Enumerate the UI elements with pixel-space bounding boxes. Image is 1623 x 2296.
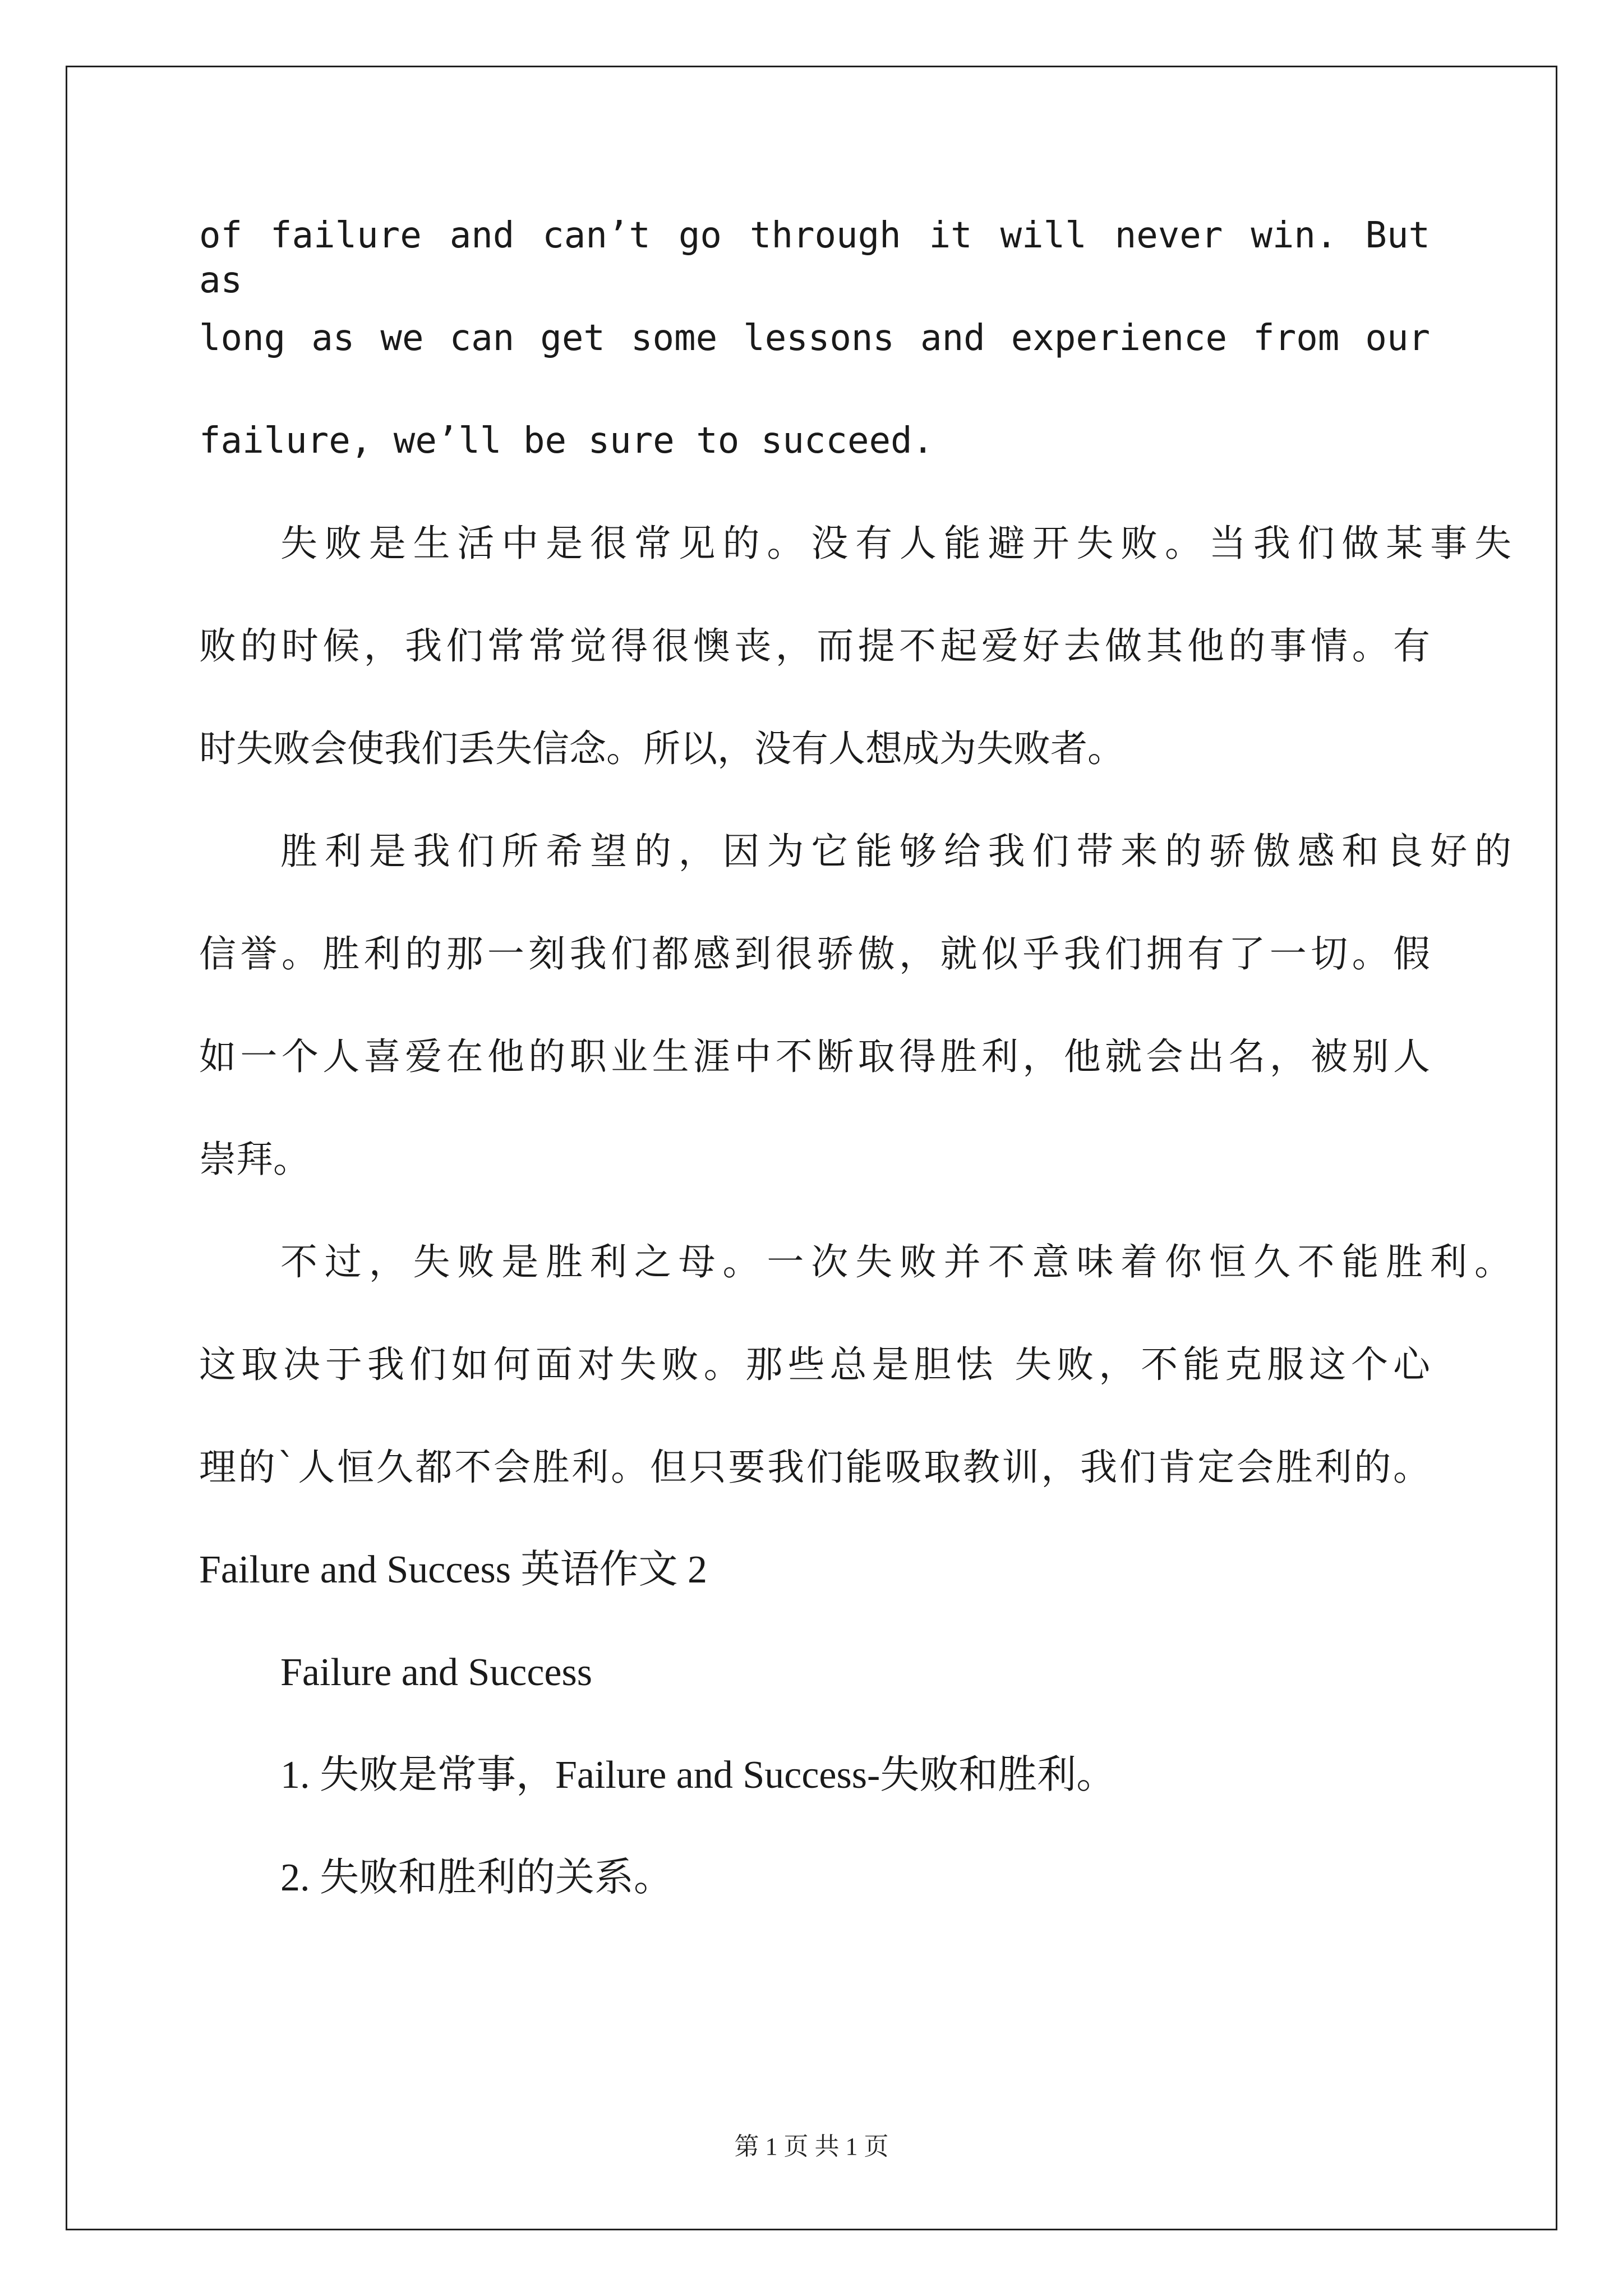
text-line: 理的`人恒久都不会胜利。但只要我们能吸取教训，我们肯定会胜利的。 [199,1446,1430,1489]
text-line: 信誉。胜利的那一刻我们都感到很骄傲，就似乎我们拥有了一切。假 [199,932,1430,976]
text-line: 败的时候，我们常常觉得很懊丧，而提不起爱好去做其他的事情。有 [199,624,1430,668]
text-line: 失败是生活中是很常见的。没有人能避开失败。当我们做某事失 [280,522,1511,565]
text-line: 如一个人喜爱在他的职业生涯中不断取得胜利，他就会出名，被别人 [199,1035,1430,1078]
page-footer: 第 1 页 共 1 页 [734,2133,889,2160]
text-line: of failure and can’t go through it will never win. But as [199,215,1430,301]
outline-item: 1. 失败是常事，Failure and Success-失败和胜利。 [280,1754,1116,1797]
text-line: failure, we’ll be sure to succeed. [199,420,934,462]
text-line: 时失败会使我们丢失信念。所以，没有人想成为失败者。 [199,727,1124,770]
text-line: long as we can get some lessons and experience from our [199,318,1430,359]
outline-item: 2. 失败和胜利的关系。 [280,1856,673,1899]
text-line: 不过，失败是胜利之母。一次失败并不意味着你恒久不能胜利。 [280,1240,1511,1283]
text-line: 崇拜。 [199,1138,310,1181]
essay-title: Failure and Success [280,1651,592,1694]
section-heading: Failure and Success 英语作文 2 [199,1548,707,1591]
text-line: 胜利是我们所希望的，因为它能够给我们带来的骄傲感和良好的 [280,830,1511,873]
text-line: 这取决于我们如何面对失败。那些总是胆怯 失败，不能克服这个心 [199,1343,1430,1386]
